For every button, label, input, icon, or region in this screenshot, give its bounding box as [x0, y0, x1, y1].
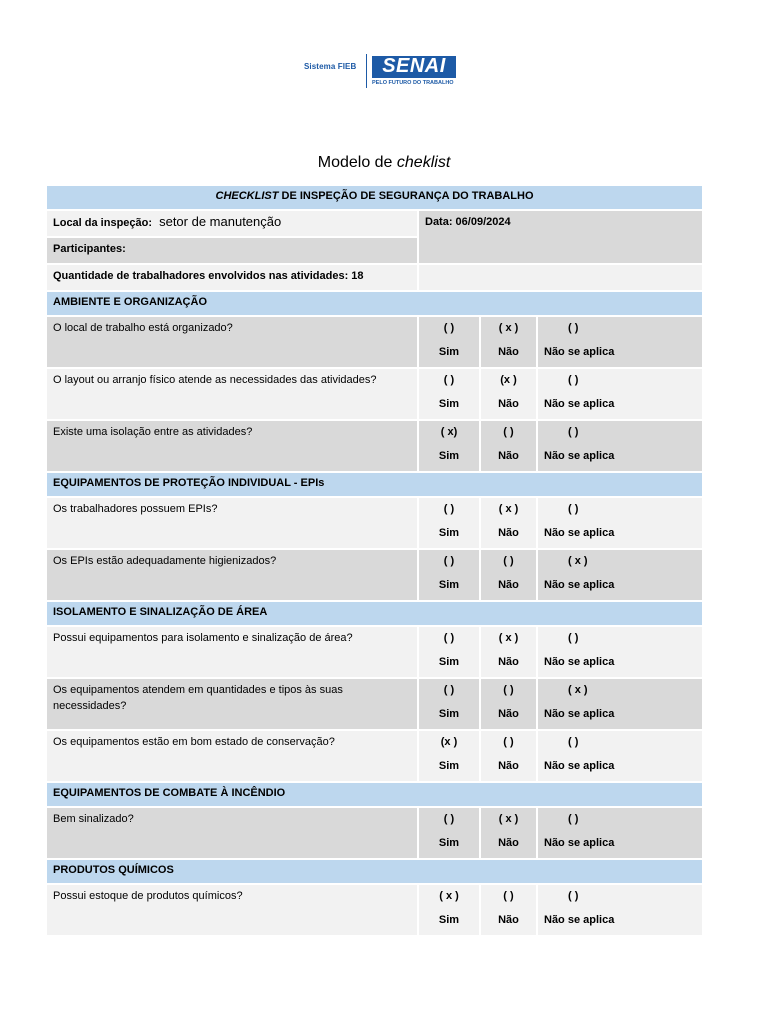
answer-mark-na[interactable]: ( ): [568, 503, 579, 515]
section-header: [46, 782, 703, 807]
answer-label-no: Não: [498, 837, 519, 849]
section-header: [46, 859, 703, 884]
section-title: AMBIENTE E ORGANIZAÇÃO: [53, 296, 207, 308]
answer-mark-yes[interactable]: ( ): [443, 322, 455, 334]
answer-mark-na[interactable]: ( ): [568, 813, 579, 825]
answer-label-na: Não se aplica: [544, 450, 615, 462]
question-text: Os equipamentos estão em bom estado de conservação?: [53, 736, 335, 748]
answer-label-na: Não se aplica: [544, 527, 615, 539]
answer-label-yes: Sim: [438, 708, 460, 720]
answer-label-no: Não: [498, 346, 519, 358]
answer-label-no: Não: [498, 527, 519, 539]
answer-label-no: Não: [498, 450, 519, 462]
section-header: [46, 291, 703, 316]
answer-label-na: Não se aplica: [544, 837, 615, 849]
info-row-workers: [46, 264, 703, 291]
answer-label-na: Não se aplica: [544, 708, 615, 720]
question-row: [46, 626, 703, 678]
answer-mark-yes[interactable]: ( ): [443, 374, 455, 386]
logo-tagline: PELO FUTURO DO TRABALHO: [372, 80, 454, 86]
answer-label-na: Não se aplica: [544, 760, 615, 772]
question-text: O layout ou arranjo físico atende as necessidades das atividades?: [53, 374, 377, 386]
answer-label-yes: Sim: [438, 760, 460, 772]
section-title: ISOLAMENTO E SINALIZAÇÃO DE ÁREA: [53, 606, 268, 618]
answer-label-yes: Sim: [438, 656, 460, 668]
question-text: Possui equipamentos para isolamento e sinalização de área?: [53, 632, 353, 644]
question-text: Os EPIs estão adequadamente higienizados?: [53, 555, 277, 567]
answer-mark-no[interactable]: ( ): [503, 684, 514, 696]
answer-mark-yes[interactable]: ( x ): [439, 890, 459, 902]
answer-mark-na[interactable]: ( x ): [568, 684, 588, 696]
answer-mark-yes[interactable]: ( ): [443, 503, 455, 515]
answer-mark-no[interactable]: ( ): [503, 426, 514, 438]
answer-label-na: Não se aplica: [544, 579, 615, 591]
answer-mark-no[interactable]: ( x ): [498, 503, 519, 515]
checklist-header-italic: CHECKLIST: [215, 190, 279, 202]
question-row: [46, 316, 703, 368]
participants-label: Participantes:: [53, 243, 126, 255]
question-text: O local de trabalho está organizado?: [53, 322, 233, 334]
answer-mark-yes[interactable]: ( ): [443, 632, 455, 644]
workers-count: Quantidade de trabalhadores envolvidos nas atividades: 18: [53, 270, 364, 282]
checklist-header-row: [46, 185, 703, 210]
question-row: [46, 678, 703, 730]
local-label: Local da inspeção:: [53, 217, 153, 229]
question-row: [46, 807, 703, 859]
title-prefix: Modelo de: [317, 154, 393, 171]
question-row: [46, 368, 703, 420]
question-text: Possui estoque de produtos químicos?: [53, 890, 243, 902]
answer-mark-no[interactable]: ( x ): [498, 813, 519, 825]
answer-mark-yes[interactable]: (x ): [440, 736, 458, 748]
section-title: PRODUTOS QUÍMICOS: [53, 864, 174, 876]
checklist-table: [45, 184, 704, 937]
section-header: [46, 601, 703, 626]
answer-mark-yes[interactable]: ( ): [443, 684, 455, 696]
answer-mark-yes[interactable]: ( x): [440, 426, 458, 438]
answer-mark-na[interactable]: ( ): [568, 736, 579, 748]
answer-mark-na[interactable]: ( ): [568, 890, 579, 902]
answer-label-no: Não: [498, 656, 519, 668]
page-title: [0, 154, 768, 172]
question-text: Existe uma isolação entre as atividades?: [53, 426, 253, 438]
answer-label-no: Não: [498, 708, 519, 720]
title-italic: cheklist: [396, 154, 451, 171]
answer-mark-no[interactable]: ( ): [503, 890, 514, 902]
question-text: Bem sinalizado?: [53, 813, 134, 825]
section-header: [46, 472, 703, 497]
answer-mark-na[interactable]: ( ): [568, 374, 579, 386]
senai-logo: [304, 54, 456, 90]
inspection-date: Data: 06/09/2024: [425, 216, 511, 228]
answer-label-yes: Sim: [438, 837, 460, 849]
answer-mark-no[interactable]: ( ): [503, 736, 514, 748]
checklist-header-text: DE INSPEÇÃO DE SEGURANÇA DO TRABALHO: [281, 190, 534, 202]
answer-label-yes: Sim: [438, 398, 460, 410]
section-title: EQUIPAMENTOS DE PROTEÇÃO INDIVIDUAL - EPIs: [53, 477, 325, 489]
answer-label-yes: Sim: [438, 579, 460, 591]
answer-label-no: Não: [498, 760, 519, 772]
question-row: [46, 884, 703, 936]
answer-mark-na[interactable]: ( ): [568, 632, 579, 644]
question-row: [46, 730, 703, 782]
local-value: setor de manutenção: [159, 214, 282, 229]
info-row-local: [46, 210, 703, 237]
answer-mark-na[interactable]: ( x ): [568, 555, 588, 567]
answer-label-na: Não se aplica: [544, 346, 615, 358]
question-text: Os trabalhadores possuem EPIs?: [53, 503, 218, 515]
answer-mark-na[interactable]: ( ): [568, 322, 579, 334]
answer-label-na: Não se aplica: [544, 656, 615, 668]
question-text: Os equipamentos atendem em quantidades e tipos às suas necessidades?: [53, 684, 343, 712]
answer-mark-yes[interactable]: ( ): [443, 813, 455, 825]
answer-label-no: Não: [498, 914, 519, 926]
answer-mark-yes[interactable]: ( ): [443, 555, 455, 567]
answer-label-no: Não: [498, 579, 519, 591]
question-row: [46, 497, 703, 549]
answer-mark-no[interactable]: ( x ): [498, 322, 519, 334]
answer-label-no: Não: [498, 398, 519, 410]
answer-label-na: Não se aplica: [544, 914, 615, 926]
answer-label-na: Não se aplica: [544, 398, 615, 410]
logo-brand-text: SENAI: [382, 55, 446, 77]
answer-label-yes: Sim: [438, 346, 460, 358]
section-title: EQUIPAMENTOS DE COMBATE À INCÊNDIO: [53, 787, 286, 799]
answer-mark-no[interactable]: ( ): [503, 555, 514, 567]
answer-label-yes: Sim: [438, 450, 460, 462]
question-row: [46, 549, 703, 601]
answer-mark-no[interactable]: ( x ): [498, 632, 519, 644]
answer-label-yes: Sim: [438, 914, 460, 926]
answer-label-yes: Sim: [438, 527, 460, 539]
answer-mark-na[interactable]: ( ): [568, 426, 579, 438]
answer-mark-no[interactable]: (x ): [500, 374, 517, 386]
logo-system-text: Sistema FIEB: [304, 62, 357, 71]
logo-divider: [366, 54, 367, 88]
question-row: [46, 420, 703, 472]
